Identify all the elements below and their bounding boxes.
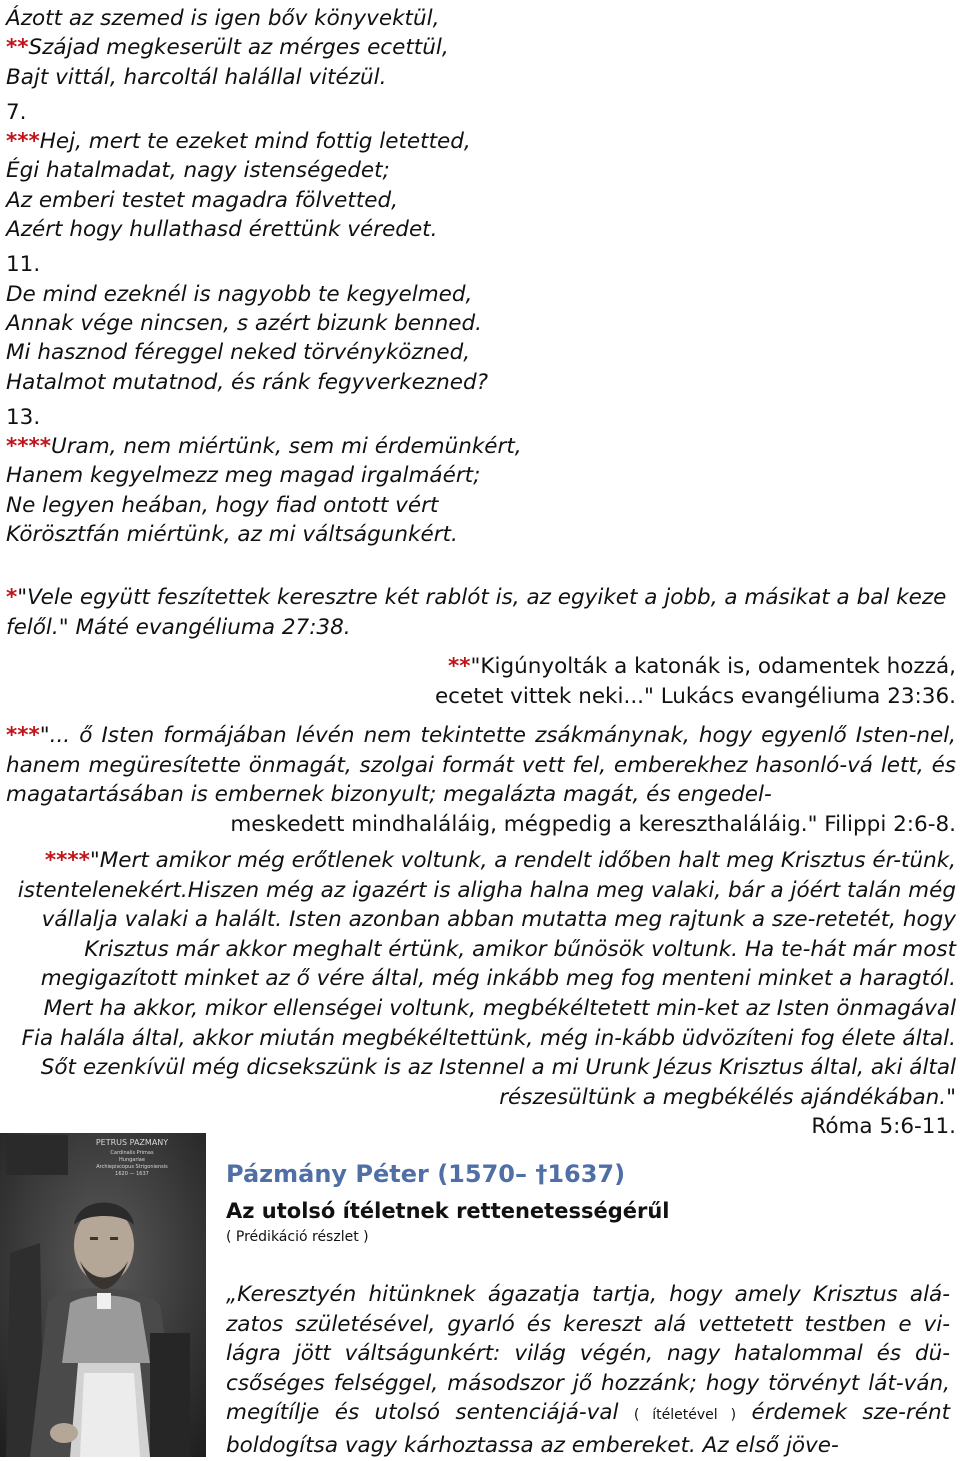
footnote-marker: ***: [6, 723, 40, 748]
poem-line: Bajt vittál, harcoltál halállal vitézül.: [6, 64, 387, 90]
footnote-line: ecetet vittek neki..." Lukács evangéliuma 23:36.: [434, 683, 956, 709]
poem-line: Hanem kegyelmezz meg magad irgalmáért;: [6, 463, 481, 489]
footnote-2: [400, 652, 956, 711]
footnote-line: **"Kigúnyolták a katonák is, odamentek hozzá,: [448, 654, 956, 679]
poem-line: ****Uram, nem miértünk, sem mi érdemünkért,: [6, 434, 522, 460]
poem-line: De mind ezeknél is nagyobb te kegyelmed,: [6, 281, 473, 307]
footnote-reference: Máté evangéliuma 27:38.: [68, 614, 351, 640]
poem-line: Körösztfán miértünk, az mi váltságunkért.: [6, 522, 458, 548]
poem: [6, 4, 946, 549]
poem-line: ***Hej, mert te ezeket mind fottig letetted,: [6, 129, 471, 155]
sermon-subtitle: ( Prédikáció részlet ): [226, 1229, 369, 1245]
stanza-number: 7.: [6, 99, 27, 125]
footnote-quote: "... ő Isten formájában lévén nem tekintette zsákmánynak, hogy egyenlő Isten-nel, hanem megüresítette önmagát, szolgai formát vett fel, emberekhez hasonló-vá lett, és magatartásában is embernek bizonyult; megalázta magát, és engedel-: [6, 723, 956, 808]
portrait-image: [0, 1133, 206, 1457]
footnote-marker: ****: [6, 434, 51, 460]
poem-line: Égi hatalmadat, nagy istenségedet;: [6, 158, 390, 184]
svg-text:Hungariae: Hungariae: [119, 1157, 145, 1163]
footnote-quote: "Vele együtt feszítettek keresztre két rablót is, az egyiket a jobb, a másikat a bal keze felől.": [6, 585, 947, 640]
poem-line: Azért hogy hullathasd érettünk véredet.: [6, 217, 438, 243]
sermon-title: Az utolsó ítéletnek rettenetességérűl: [226, 1199, 670, 1223]
svg-text:PETRUS PAZMANY: PETRUS PAZMANY: [95, 1138, 169, 1147]
poem-line: Az emberi testet magadra fölvetted,: [6, 187, 398, 213]
footnote-marker: ***: [6, 129, 40, 155]
sermon-excerpt: „Keresztyén hitünknek ágazatja tartja, hogy amely Krisztus alá-zatos születésével, gyarló és kereszt alá vettetett testben e vi-lágra jött váltságunkért: világ végén, nagy hatalommal és dü-csőséges felséggel, másodszor jő hozzánk; hogy törvényt lát-ván, megítílje és utolsó sentenciájá-val ( ítéletével ) érdemek sze-rént boldogítsa vagy kárhoztassa az embereket. Az első jöve-: [226, 1282, 950, 1458]
footnote-marker: ****: [44, 848, 90, 873]
poem-line: Mi hasznod féreggel neked törvényközned,: [6, 340, 471, 366]
stanza-11: [6, 250, 946, 396]
footnote-4: [6, 846, 956, 1142]
stanza-7: [6, 98, 946, 244]
poem-line: Hatalmot mutatnod, és ránk fegyverkezned?: [6, 369, 489, 395]
stanza-1: [6, 4, 946, 92]
stanza-number: 11.: [6, 252, 41, 278]
author-heading: Pázmány Péter (1570– †1637): [226, 1160, 626, 1188]
stanza-number: 13.: [6, 404, 41, 430]
svg-text:Cardinalis Primas: Cardinalis Primas: [110, 1150, 154, 1156]
svg-text:Archiepiscopus Strigoniensis: Archiepiscopus Strigoniensis: [96, 1164, 168, 1170]
footnote-reference: meskedett mindhaláláig, mégpedig a kereszthaláláig." Filippi 2:6-8.: [230, 811, 956, 837]
poem-line: Annak vége nincsen, s azért bizunk benned.: [6, 310, 482, 336]
footnote-3: [6, 721, 956, 839]
footnote-reference: Róma 5:6-11.: [811, 1114, 956, 1140]
footnote-quote: "Mert amikor még erőtlenek voltunk, a rendelt időben halt meg Krisztus ér-tünk, istentelenekért.Hiszen még az igazért is aligha halna meg valaki, bár a jóért talán még vállalja valaki a halált. Isten azonban abban mutatta meg rajtunk a sze-retetét, hogy Krisztus már akkor meghalt értünk, amikor bűnösök voltunk. Ha te-hát már most megigazított minket az ő vére által, még inkább meg fog menteni minket a haragtól. Mert ha akkor, mikor ellenségei voltunk, megbékéltetett min-ket az Isten önmagával Fia halála által, akkor miután megbékéltettünk, még in-kább üdvözíteni fog élete által. Sőt ezenkívül még dicsekszünk is az Istennel a mi Urunk Jézus Krisztus által, aki által részesültünk a megbékélés ajándékában.": [17, 848, 956, 1110]
poem-line: **Szájad megkeserült az mérges ecettül,: [6, 35, 449, 61]
poem-line: Ne legyen heában, hogy fiad ontott vért: [6, 492, 439, 518]
poem-line: Ázott az szemed is igen bőv könyvektül,: [6, 6, 440, 31]
footnote-marker: *: [6, 585, 18, 610]
svg-text:1620 — 1637: 1620 — 1637: [115, 1171, 149, 1177]
footnote-marker: **: [6, 35, 29, 61]
cardinal-portrait-icon: [0, 1133, 206, 1457]
footnote-1: [6, 583, 956, 642]
stanza-13: [6, 403, 946, 549]
parenthetical-note: ( ítéletével ): [633, 1407, 737, 1424]
footnote-marker: **: [448, 654, 471, 679]
